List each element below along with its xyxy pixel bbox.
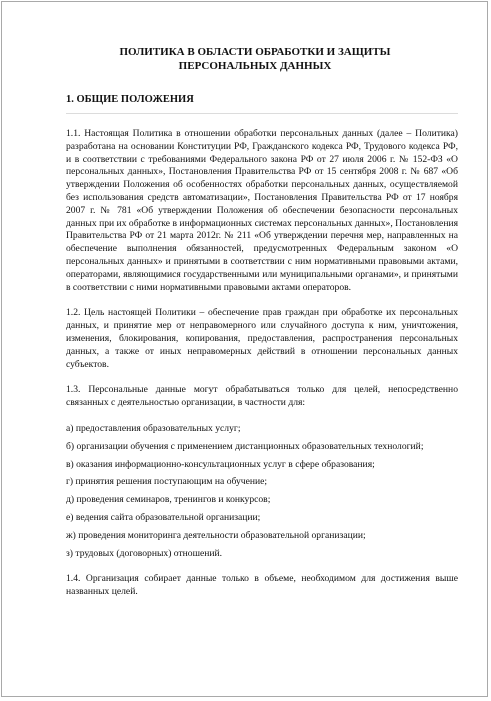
paragraph-1-3: 1.3. Персональные данные могут обрабатываться только для целей, непосредственно связанных с деятельностью организации, в частности для: — [66, 384, 458, 409]
paragraph-1-1: 1.1. Настоящая Политика в отношении обработки персональных данных (далее – Политика) разработана на основании Конституции РФ, Гражданского кодекса РФ, Трудового кодекса РФ, и в соответствии с требованиями Федерального закона РФ от 27 июля 2006 г. № 152-ФЗ «О персональных данных», Постановления Правительства РФ от 15 сентября 2008 г. № 687 «Об утверждении Положения об особенностях обработки персональных данных, осуществляемой без использования средств автоматизации», Постановления Правительства РФ от 17 ноября 2007 г. № 781 «Об утверждении Положения об обеспечении безопасности персональных данных при их обработке в информационных системах персональных данных», Постановления Правительства РФ от 21 марта 2012г. № 211 «Об утверждении перечня мер, направленных на обеспечение выполнения обязанностей, предусмотренных Федеральным законом «О персональных данных» и принятыми в соответствии с ним нормативными правовыми актами, операторами, являющимися государственными или муниципальными органами», и принятыми в соответствии с ними нормативными правовыми актами операторов. — [66, 128, 458, 293]
paragraph-1-4: 1.4. Организация собирает данные только в объеме, необходимом для достижения выше названных целей. — [66, 573, 458, 598]
document-page — [1, 1, 488, 697]
purposes-list — [66, 423, 458, 560]
document-title — [68, 45, 442, 73]
list-item: ж) проведения мониторинга деятельности образовательной организации; — [66, 529, 366, 541]
section-heading: 1. ОБЩИЕ ПОЛОЖЕНИЯ — [66, 94, 194, 105]
document-body — [66, 128, 458, 612]
list-item: а) предоставления образовательных услуг; — [66, 422, 241, 434]
list-item: з) трудовых (договорных) отношений. — [66, 547, 223, 559]
title-line-2: ПЕРСОНАЛЬНЫХ ДАННЫХ — [178, 60, 332, 72]
list-item: д) проведения семинаров, тренингов и конкурсов; — [66, 494, 271, 506]
list-item: б) организации обучения с применением дистанционных образовательных технологий; — [66, 440, 424, 452]
list-item: г) принятия решения поступающим на обучение; — [66, 476, 268, 488]
title-line-1: ПОЛИТИКА В ОБЛАСТИ ОБРАБОТКИ И ЗАЩИТЫ — [119, 46, 391, 58]
list-item: е) ведения сайта образовательной организации; — [66, 511, 261, 523]
list-item: в) оказания информационно-консультационных услуг в сфере образования; — [66, 458, 375, 470]
section-divider — [66, 113, 458, 114]
paragraph-1-2: 1.2. Цель настоящей Политики – обеспечение прав граждан при обработке их персональных данных, и принятие мер от неправомерного или случайного доступа к ним, уничтожения, изменения, блокирования, копирования, предоставления, распространения персональных данных, а также от иных неправомерных действий в отношении персональных данных субъектов. — [66, 307, 458, 370]
